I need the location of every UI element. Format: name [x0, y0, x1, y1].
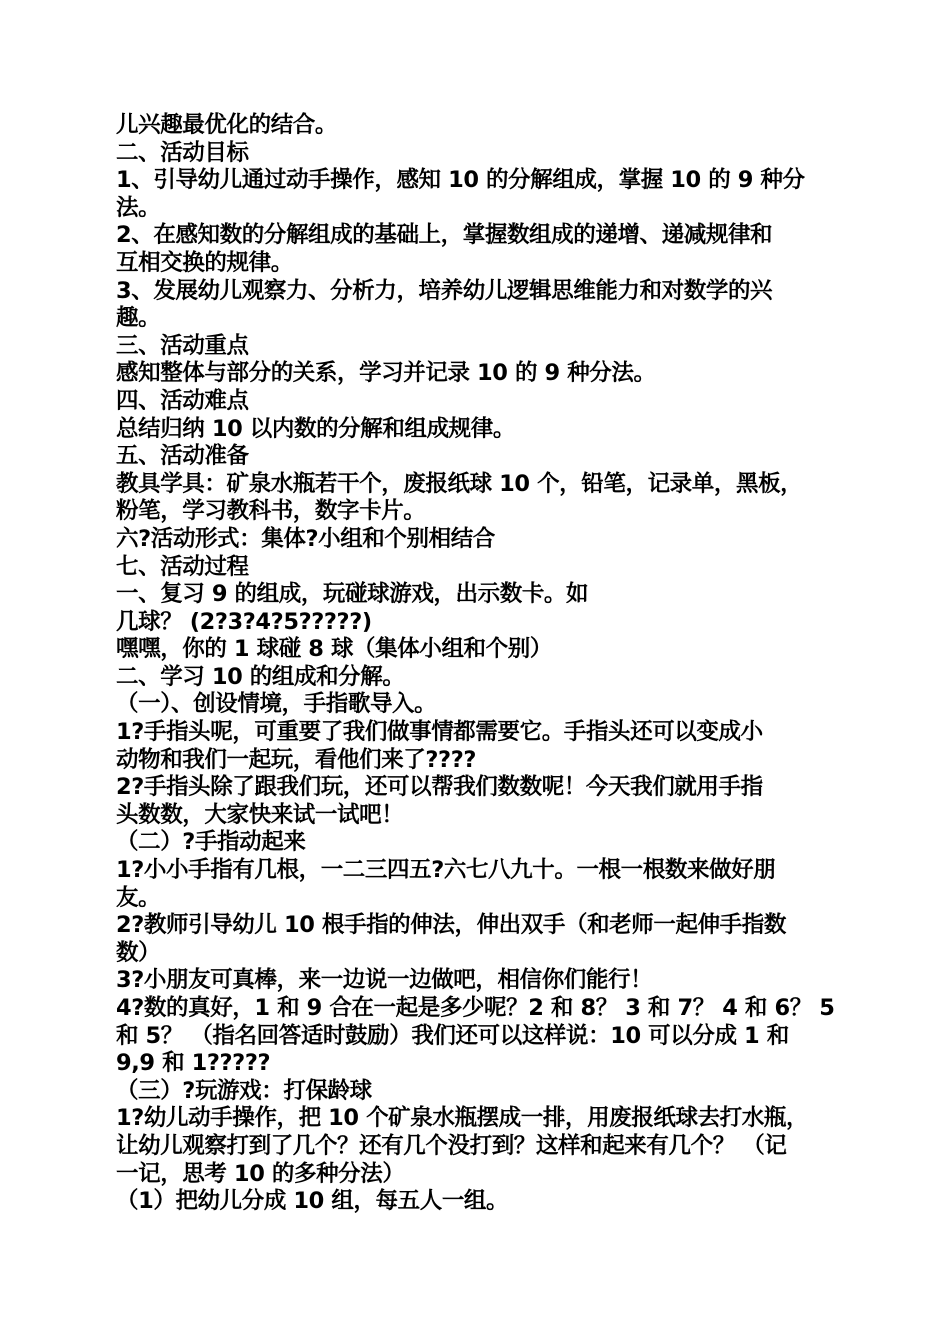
document-body: [116, 112, 838, 1216]
section-heading: 二、活动目标: [116, 139, 249, 166]
text-line: 法。: [116, 194, 161, 221]
section-heading: 四、活动难点: [116, 387, 249, 414]
text-line: 粉笔，学习教科书，数字卡片。: [116, 498, 426, 525]
text-line: 2?教师引导幼儿 10 根手指的伸法，伸出双手（和老师一起伸手指数: [116, 912, 786, 939]
text-line: 儿兴趣最优化的结合。: [116, 112, 338, 138]
text-line: 和 5？ （指名回答适时鼓励）我们还可以这样说：10 可以分成 1 和: [116, 1022, 789, 1049]
text-line: 几球？ (2?3?4?5?????): [116, 608, 372, 635]
text-line: 总结归纳 10 以内数的分解和组成规律。: [116, 415, 515, 442]
text-line: 3、发展幼儿观察力、分析力，培养幼儿逻辑思维能力和对数学的兴: [116, 277, 773, 304]
text-line: 教具学具：矿泉水瓶若干个，废报纸球 10 个，铅笔，记录单，黑板，: [116, 470, 803, 497]
text-line: 互相交换的规律。: [116, 249, 293, 276]
section-heading: 五、活动准备: [116, 443, 249, 470]
text-line: 1?幼儿动手操作，把 10 个矿泉水瓶摆成一排，用废报纸球去打水瓶，: [116, 1105, 809, 1132]
text-line: 让幼儿观察打到了几个？还有几个没打到？这样和起来有几个？ （记: [116, 1132, 787, 1159]
text-line: 2?手指头除了跟我们玩，还可以帮我们数数呢！今天我们就用手指: [116, 774, 763, 801]
text-line: 头数数，大家快来试一试吧！: [116, 801, 404, 828]
text-line: 1?小小手指有几根，一二三四五?六七八九十。一根一根数来做好朋: [116, 857, 776, 884]
text-line: 1?手指头呢，可重要了我们做事情都需要它。手指头还可以变成小: [116, 719, 763, 746]
section-heading: 三、活动重点: [116, 332, 249, 359]
text-line: 一记，思考 10 的多种分法）: [116, 1160, 405, 1187]
subsection-heading: （一）、创设情境，手指歌导入。: [116, 691, 437, 718]
text-line: 友。: [116, 884, 161, 911]
subsection-heading: （三）?玩游戏：打保龄球: [116, 1077, 372, 1104]
section-heading: 六?活动形式：集体?小组和个别相结合: [116, 525, 495, 552]
text-line: 一、复习 9 的组成，玩碰球游戏，出示数卡。如: [116, 581, 589, 608]
text-line: 1、引导幼儿通过动手操作，感知 10 的分解组成，掌握 10 的 9 种分: [116, 167, 805, 194]
text-line: 9,9 和 1?????: [116, 1050, 271, 1077]
subsection-heading: （二）?手指动起来: [116, 829, 306, 856]
text-line: 4?数的真好，1 和 9 合在一起是多少呢？2 和 8？ 3 和 7？ 4 和 6？ 5: [116, 995, 835, 1021]
text-line: 3?小朋友可真棒，来一边说一边做吧，相信你们能行！: [116, 967, 653, 994]
text-line: 2、在感知数的分解组成的基础上，掌握数组成的递增、递减规律和: [116, 222, 773, 249]
text-line: 趣。: [116, 305, 161, 332]
text-line: 感知整体与部分的关系，学习并记录 10 的 9 种分法。: [116, 360, 656, 387]
text-line: 动物和我们一起玩，看他们来了????: [116, 746, 477, 773]
section-heading: 七、活动过程: [116, 553, 249, 580]
text-line: 二、学习 10 的组成和分解。: [116, 663, 405, 690]
text-line: 嘿嘿，你的 1 球碰 8 球（集体小组和个别）: [116, 636, 552, 663]
text-line: 数）: [116, 939, 161, 966]
text-line: （1）把幼儿分成 10 组，每五人一组。: [116, 1188, 509, 1215]
